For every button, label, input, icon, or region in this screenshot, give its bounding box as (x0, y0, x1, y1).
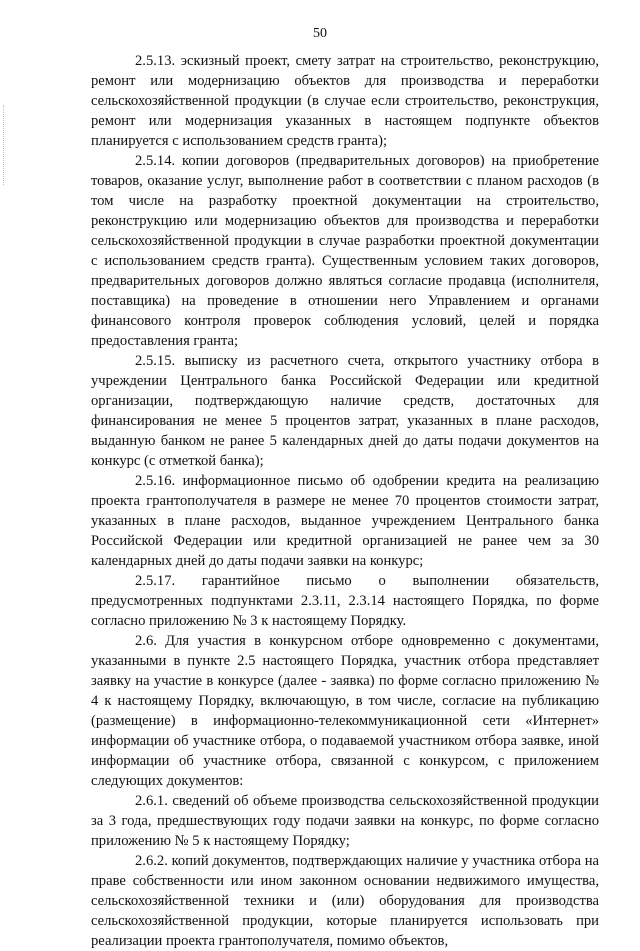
paragraph-2-5-15: 2.5.15. выписку из расчетного счета, открытого участнику отбора в учреждении Центрального банка Российской Федерации или кредитной организации, подтверждающую наличие средств, достаточных для финансирования не менее 5 процентов затрат, указанных в плане расходов, выданную банком не ранее 5 календарных дней до даты подачи документов на конкурс (с отметкой банка); (91, 353, 599, 469)
paragraph-2-6-2: 2.6.2. копий документов, подтверждающих наличие у участника отбора на праве собственности или ином законном основании недвижимого имущества, сельскохозяйственной техники и (или) оборудования для производства сельскохозяйственной продукции, которые планируется использовать при реализации проекта грантополучателя, помимо объектов, (91, 853, 599, 949)
paragraph-2-5-16: 2.5.16. информационное письмо об одобрении кредита на реализацию проекта грантополучателя в размере не менее 70 процентов стоимости затрат, указанных в плане расходов, выданное учреждением Центрального банка Российской Федерации или кредитной организацией не ранее чем за 30 календарных дней до даты подачи заявки на конкурс; (91, 473, 599, 569)
document-body (91, 51, 599, 951)
paragraph-2-6: 2.6. Для участия в конкурсном отборе одновременно с документами, указанными в пункте 2.5 настоящего Порядка, участник отбора представляет заявку на участие в конкурсе (далее - заявка) по форме согласно приложению № 4 к настоящему Порядку, включающую, в том числе, согласие на публикацию (размещение) в информационно-телекоммуникационной сети «Интернет» информации об участнике отбора, о подаваемой участником отбора заявке, иной информации об участнике отбора, связанной с конкурсом, с приложением следующих документов: (91, 633, 599, 789)
paragraph-2-5-17: 2.5.17. гарантийное письмо о выполнении обязательств, предусмотренных подпунктами 2.3.11, 2.3.14 настоящего Порядка, по форме согласно приложению № 3 к настоящему Порядку. (91, 573, 599, 629)
paragraph-2-5-14: 2.5.14. копии договоров (предварительных договоров) на приобретение товаров, оказание услуг, выполнение работ в соответствии с планом расходов (в том числе на разработку проектной документации на строительство, реконструкцию или модернизацию объектов для производства и переработки сельскохозяйственной продукции в случае разработки проектной документации с использованием средств гранта). Существенным условием таких договоров, предварительных договоров должно являться согласие продавца (исполнителя, поставщика) на проведение в отношении него Управлением и органами финансового контроля проверок соблюдения условий, целей и порядка предоставления гранта; (91, 153, 599, 349)
page-number: 50 (313, 26, 327, 41)
scan-edge-mark (3, 105, 8, 185)
paragraph-2-5-13: 2.5.13. эскизный проект, смету затрат на строительство, реконструкцию, ремонт или модернизацию объектов для производства и переработки сельскохозяйственной продукции (в случае если строительство, реконструкция, ремонт или модернизация указанных в настоящем подпункте объектов планируется с использованием средств гранта); (91, 53, 599, 149)
paragraph-2-6-1: 2.6.1. сведений об объеме производства сельскохозяйственной продукции за 3 года, предшествующих году подачи заявки на конкурс, по форме согласно приложению № 5 к настоящему Порядку; (91, 793, 599, 849)
